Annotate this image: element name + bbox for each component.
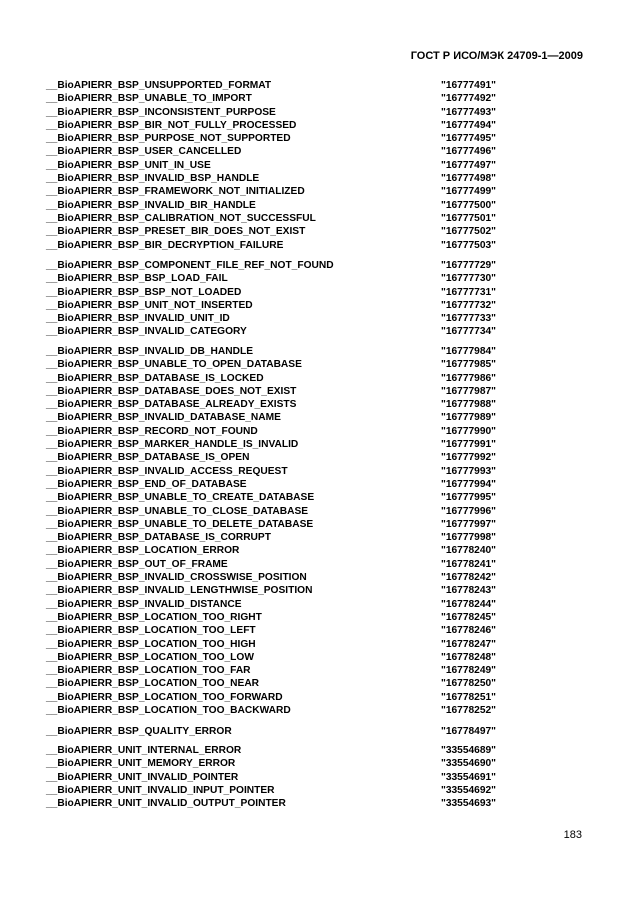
error-code-row xyxy=(46,132,506,145)
error-code-name: __BioAPIERR_UNIT_INVALID_INPUT_POINTER xyxy=(46,784,275,796)
error-code-row xyxy=(46,92,506,105)
error-code-value: "16777987" xyxy=(441,385,496,397)
error-code-row xyxy=(46,505,506,518)
error-code-value: "33554693" xyxy=(441,798,496,810)
error-code-row xyxy=(46,797,506,810)
error-code-row xyxy=(46,212,506,225)
error-code-name: __BioAPIERR_BSP_UNABLE_TO_IMPORT xyxy=(46,93,252,105)
error-code-row xyxy=(46,79,506,92)
error-code-row xyxy=(46,225,506,238)
error-code-value: "16778243" xyxy=(441,585,496,597)
error-code-name: __BioAPIERR_BSP_INVALID_BSP_HANDLE xyxy=(46,173,260,185)
error-code-name: __BioAPIERR_BSP_DATABASE_DOES_NOT_EXIST xyxy=(46,385,297,397)
error-code-value: "16777732" xyxy=(441,299,496,311)
error-code-group-4 xyxy=(46,725,506,738)
error-code-row xyxy=(46,691,506,704)
error-code-name: __BioAPIERR_BSP_BSP_NOT_LOADED xyxy=(46,286,242,298)
error-code-row xyxy=(46,598,506,611)
error-code-row xyxy=(46,425,506,438)
error-code-row xyxy=(46,299,506,312)
error-code-name: __BioAPIERR_BSP_BIR_DECRYPTION_FAILURE xyxy=(46,239,284,251)
error-code-value: "33554690" xyxy=(441,758,496,770)
error-code-row xyxy=(46,624,506,637)
error-code-value: "16777989" xyxy=(441,412,496,424)
error-code-value: "16777730" xyxy=(441,273,496,285)
error-code-name: __BioAPIERR_BSP_LOCATION_TOO_FORWARD xyxy=(46,691,283,703)
error-code-row xyxy=(46,571,506,584)
error-code-name: __BioAPIERR_BSP_BSP_LOAD_FAIL xyxy=(46,273,228,285)
error-code-value: "16777988" xyxy=(441,399,496,411)
error-code-value: "16777994" xyxy=(441,478,496,490)
error-code-value: "16777992" xyxy=(441,452,496,464)
error-code-row xyxy=(46,611,506,624)
error-code-row xyxy=(46,638,506,651)
error-code-name: __BioAPIERR_BSP_INVALID_CATEGORY xyxy=(46,326,247,338)
error-code-value: "16778244" xyxy=(441,598,496,610)
error-code-value: "16777990" xyxy=(441,425,496,437)
error-code-value: "33554692" xyxy=(441,784,496,796)
error-code-row xyxy=(46,544,506,557)
error-code-value: "16777985" xyxy=(441,359,496,371)
error-code-name: __BioAPIERR_BSP_LOCATION_TOO_FAR xyxy=(46,665,251,677)
error-code-row xyxy=(46,725,506,738)
error-code-value: "16777734" xyxy=(441,326,496,338)
error-code-name: __BioAPIERR_BSP_CALIBRATION_NOT_SUCCESSFUL xyxy=(46,212,316,224)
error-code-value: "16777496" xyxy=(441,146,496,158)
error-code-row xyxy=(46,325,506,338)
error-code-name: __BioAPIERR_BSP_LOCATION_TOO_LOW xyxy=(46,651,254,663)
error-code-name: __BioAPIERR_BSP_LOCATION_TOO_NEAR xyxy=(46,678,260,690)
error-code-value: "33554691" xyxy=(441,771,496,783)
error-code-name: __BioAPIERR_BSP_UNABLE_TO_DELETE_DATABASE xyxy=(46,518,314,530)
error-code-row xyxy=(46,385,506,398)
error-code-name: __BioAPIERR_BSP_UNABLE_TO_OPEN_DATABASE xyxy=(46,359,302,371)
error-code-name: __BioAPIERR_BSP_INVALID_CROSSWISE_POSITION xyxy=(46,572,307,584)
error-code-name: __BioAPIERR_BSP_UNIT_IN_USE xyxy=(46,159,211,171)
error-code-name: __BioAPIERR_UNIT_INVALID_OUTPUT_POINTER xyxy=(46,798,286,810)
error-code-name: __BioAPIERR_UNIT_INTERNAL_ERROR xyxy=(46,745,242,756)
error-code-name: __BioAPIERR_BSP_INVALID_DISTANCE xyxy=(46,598,242,610)
error-code-row xyxy=(46,145,506,158)
error-code-value: "16777995" xyxy=(441,492,496,504)
error-code-row xyxy=(46,239,506,252)
error-code-name: __BioAPIERR_BSP_INVALID_BIR_HANDLE xyxy=(46,199,256,211)
error-code-name: __BioAPIERR_BSP_LOCATION_TOO_BACKWARD xyxy=(46,705,291,717)
error-code-name: __BioAPIERR_BSP_USER_CANCELLED xyxy=(46,146,242,158)
error-code-value: "16777993" xyxy=(441,465,496,477)
error-code-name: __BioAPIERR_BSP_UNABLE_TO_CLOSE_DATABASE xyxy=(46,505,309,517)
error-code-value: "16777493" xyxy=(441,106,496,118)
error-code-row xyxy=(46,372,506,385)
error-code-name: __BioAPIERR_BSP_PRESET_BIR_DOES_NOT_EXIST xyxy=(46,226,306,238)
page-number: 183 xyxy=(563,829,582,841)
error-code-value: "16778242" xyxy=(441,572,496,584)
error-code-value: "16778252" xyxy=(441,705,496,717)
error-code-value: "16778240" xyxy=(441,545,496,557)
error-code-row xyxy=(46,272,506,285)
error-code-name: __BioAPIERR_BSP_PURPOSE_NOT_SUPPORTED xyxy=(46,133,291,145)
error-code-value: "16778497" xyxy=(441,726,496,737)
error-code-value: "16778250" xyxy=(441,678,496,690)
error-code-row xyxy=(46,784,506,797)
error-code-value: "16777729" xyxy=(441,260,496,271)
error-code-row xyxy=(46,312,506,325)
error-code-name: __BioAPIERR_BSP_LOCATION_TOO_LEFT xyxy=(46,625,256,637)
error-code-row xyxy=(46,465,506,478)
error-code-row xyxy=(46,584,506,597)
error-code-value: "16777984" xyxy=(441,346,496,357)
error-code-value: "16778248" xyxy=(441,651,496,663)
error-code-value: "16777495" xyxy=(441,133,496,145)
error-code-row xyxy=(46,651,506,664)
error-code-row xyxy=(46,259,506,272)
error-code-name: __BioAPIERR_BSP_QUALITY_ERROR xyxy=(46,726,232,737)
error-code-row xyxy=(46,438,506,451)
error-code-value: "16777996" xyxy=(441,505,496,517)
error-code-value: "16778245" xyxy=(441,611,496,623)
error-code-value: "16777499" xyxy=(441,186,496,198)
error-code-row xyxy=(46,451,506,464)
error-code-value: "16777998" xyxy=(441,532,496,544)
error-code-group-1 xyxy=(46,79,506,252)
error-code-name: __BioAPIERR_BSP_INVALID_UNIT_ID xyxy=(46,313,230,325)
error-code-row xyxy=(46,677,506,690)
error-code-row xyxy=(46,744,506,757)
error-code-value: "16777501" xyxy=(441,212,496,224)
error-code-name: __BioAPIERR_BSP_UNABLE_TO_CREATE_DATABASE xyxy=(46,492,315,504)
error-code-row xyxy=(46,664,506,677)
error-code-name: __BioAPIERR_UNIT_INVALID_POINTER xyxy=(46,771,239,783)
error-code-value: "16777502" xyxy=(441,226,496,238)
error-code-row xyxy=(46,106,506,119)
error-code-row xyxy=(46,518,506,531)
error-code-row xyxy=(46,558,506,571)
error-code-name: __BioAPIERR_BSP_INVALID_DB_HANDLE xyxy=(46,346,253,357)
error-code-name: __BioAPIERR_BSP_FRAMEWORK_NOT_INITIALIZED xyxy=(46,186,305,198)
error-code-name: __BioAPIERR_BSP_LOCATION_ERROR xyxy=(46,545,240,557)
error-code-row xyxy=(46,159,506,172)
error-code-row xyxy=(46,771,506,784)
error-code-name: __BioAPIERR_BSP_INVALID_ACCESS_REQUEST xyxy=(46,465,288,477)
error-code-row xyxy=(46,491,506,504)
error-code-value: "16777498" xyxy=(441,173,496,185)
error-code-name: __BioAPIERR_BSP_DATABASE_ALREADY_EXISTS xyxy=(46,399,297,411)
error-code-group-2 xyxy=(46,259,506,339)
error-code-name: __BioAPIERR_BSP_BIR_NOT_FULLY_PROCESSED xyxy=(46,119,297,131)
error-code-value: "16778251" xyxy=(441,691,496,703)
error-code-row xyxy=(46,478,506,491)
error-code-row xyxy=(46,185,506,198)
error-code-name: __BioAPIERR_UNIT_MEMORY_ERROR xyxy=(46,758,236,770)
error-code-value: "16777997" xyxy=(441,518,496,530)
error-code-name: __BioAPIERR_BSP_MARKER_HANDLE_IS_INVALID xyxy=(46,439,299,451)
error-code-name: __BioAPIERR_BSP_COMPONENT_FILE_REF_NOT_FOUND xyxy=(46,260,334,271)
error-code-value: "16777492" xyxy=(441,93,496,105)
error-code-name: __BioAPIERR_BSP_DATABASE_IS_CORRUPT xyxy=(46,532,271,544)
error-code-value: "16777497" xyxy=(441,159,496,171)
error-code-row xyxy=(46,119,506,132)
error-code-name: __BioAPIERR_BSP_DATABASE_IS_OPEN xyxy=(46,452,250,464)
error-code-row xyxy=(46,286,506,299)
error-code-name: __BioAPIERR_BSP_INCONSISTENT_PURPOSE xyxy=(46,106,276,118)
error-code-value: "16778249" xyxy=(441,665,496,677)
error-code-row xyxy=(46,398,506,411)
error-code-row xyxy=(46,172,506,185)
error-code-name: __BioAPIERR_BSP_DATABASE_IS_LOCKED xyxy=(46,372,264,384)
error-code-row xyxy=(46,411,506,424)
error-code-name: __BioAPIERR_BSP_LOCATION_TOO_HIGH xyxy=(46,638,256,650)
error-code-name: __BioAPIERR_BSP_INVALID_DATABASE_NAME xyxy=(46,412,281,424)
error-code-name: __BioAPIERR_BSP_RECORD_NOT_FOUND xyxy=(46,425,258,437)
error-code-value: "16777503" xyxy=(441,239,496,251)
page-header-title: ГОСТ Р ИСО/МЭК 24709-1—2009 xyxy=(410,50,583,62)
error-code-value: "16777986" xyxy=(441,372,496,384)
error-code-group-3 xyxy=(46,345,506,717)
error-code-group-5 xyxy=(46,744,506,810)
error-code-value: "16777733" xyxy=(441,313,496,325)
error-code-value: "16777731" xyxy=(441,286,496,298)
error-code-value: "16778246" xyxy=(441,625,496,637)
error-code-name: __BioAPIERR_BSP_UNIT_NOT_INSERTED xyxy=(46,299,253,311)
error-code-name: __BioAPIERR_BSP_OUT_OF_FRAME xyxy=(46,558,228,570)
error-code-row xyxy=(46,199,506,212)
error-code-value: "16777500" xyxy=(441,199,496,211)
error-code-name: __BioAPIERR_BSP_INVALID_LENGTHWISE_POSITION xyxy=(46,585,313,597)
error-code-row xyxy=(46,358,506,371)
error-code-row xyxy=(46,531,506,544)
error-code-value: "16777491" xyxy=(441,80,496,91)
error-code-name: __BioAPIERR_BSP_END_OF_DATABASE xyxy=(46,478,247,490)
error-code-value: "16778241" xyxy=(441,558,496,570)
error-code-name: __BioAPIERR_BSP_LOCATION_TOO_RIGHT xyxy=(46,611,262,623)
error-code-row xyxy=(46,704,506,717)
error-code-value: "16777494" xyxy=(441,119,496,131)
error-code-value: "33554689" xyxy=(441,745,496,756)
error-code-row xyxy=(46,345,506,358)
error-code-name: __BioAPIERR_BSP_UNSUPPORTED_FORMAT xyxy=(46,80,272,91)
error-code-row xyxy=(46,757,506,770)
error-code-value: "16777991" xyxy=(441,439,496,451)
error-code-value: "16778247" xyxy=(441,638,496,650)
